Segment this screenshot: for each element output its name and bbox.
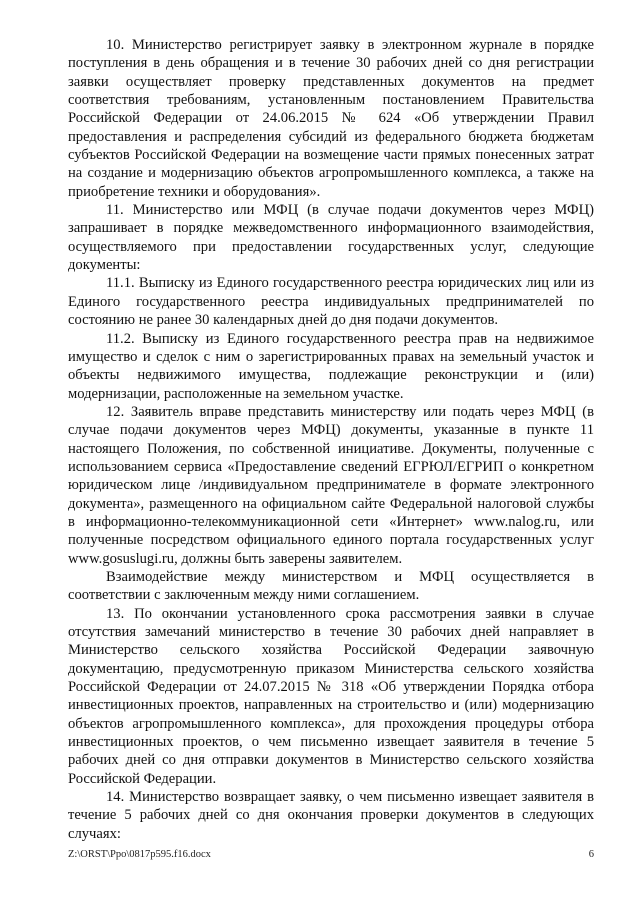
paragraph-10: 10. Министерство регистрирует заявку в электронном журнале в порядке поступления в день обращения и в течение 30 рабочих дней со дня регистрации заявки осуществляет проверку представленных документов на предмет соответствия требованиям, установленным постановлением Правительства Российской Федерации от 24.06.2015 № 624 «Об утверждении Правил предоставления и распределения субсидий из федерального бюджета бюджетам субъектов Российской Федерации на возмещение части прямых понесенных затрат на создание и модернизацию объектов агропромышленного комплекса, а также на приобретение техники и оборудования». xyxy=(68,37,594,200)
paragraph-11: 11. Министерство или МФЦ (в случае подачи документов через МФЦ) запрашивает в порядке межведомственного информационного взаимодействия, осуществляемого при предоставлении государственных услуг, следующие документы: xyxy=(68,202,594,274)
paragraph-13: 13. По окончании установленного срока рассмотрения заявки в случае отсутствия замечаний министерство в течение 30 рабочих дней направляет в Министерство сельского хозяйства Российской Федерации заявочную документацию, предусмотренную приказом Министерства сельского хозяйства Российской Федерации от 24.07.2015 № 318 «Об утверждении Порядка отбора инвестиционных проектов, направленных на строительство и (или) модернизацию объектов агропромышленного комплекса», для прохождения процедуры отбора инвестиционных проектов, о чем письменно извещает заявителя в течение 5 рабочих дней со дня отправки документов в Министерство сельского хозяйства Российской Федерации. xyxy=(68,605,594,787)
document-body xyxy=(68,36,594,843)
paragraph-11-2: 11.2. Выписку из Единого государственного реестра прав на недвижимое имущество и сделок с ним о зарегистрированных правах на земельный участок и объекты недвижимого имущества, подлежащие реконструкции и (или) модернизации, расположенные на земельном участке. xyxy=(68,330,594,402)
paragraph-12: 12. Заявитель вправе представить министерству или подать через МФЦ (в случае подачи документов через МФЦ) документы, указанные в пункте 11 настоящего Положения, по собственной инициативе. Документы, полученные с использованием сервиса «Предоставление сведений ЕГРЮЛ/ЕГРИП о конкретном юридическом лице /индивидуальном предпринимателе в формате электронного документа», размещенного на официальном сайте Федеральной налоговой службы в информационно-телекоммуникационной сети «Интернет» www.nalog.ru, или полученные посредством официального единого портала государственных услуг www.gosuslugi.ru, должны быть заверены заявителем. xyxy=(68,403,594,567)
footer-file-path: Z:\ORST\Ppo\0817p595.f16.docx xyxy=(68,849,211,860)
page-number: 6 xyxy=(588,849,594,860)
paragraph-11-1: 11.1. Выписку из Единого государственного реестра юридических лиц или из Единого государственного реестра индивидуальных предпринимателей по состоянию не ранее 30 календарных дней до дня подачи документов. xyxy=(68,275,594,329)
paragraph-14: 14. Министерство возвращает заявку, о чем письменно извещает заявителя в течение 5 рабочих дней со дня окончания проверки документов в следующих случаях: xyxy=(68,789,594,842)
paragraph-interaction: Взаимодействие между министерством и МФЦ осуществляется в соответствии с заключенным между ними соглашением. xyxy=(68,568,594,604)
